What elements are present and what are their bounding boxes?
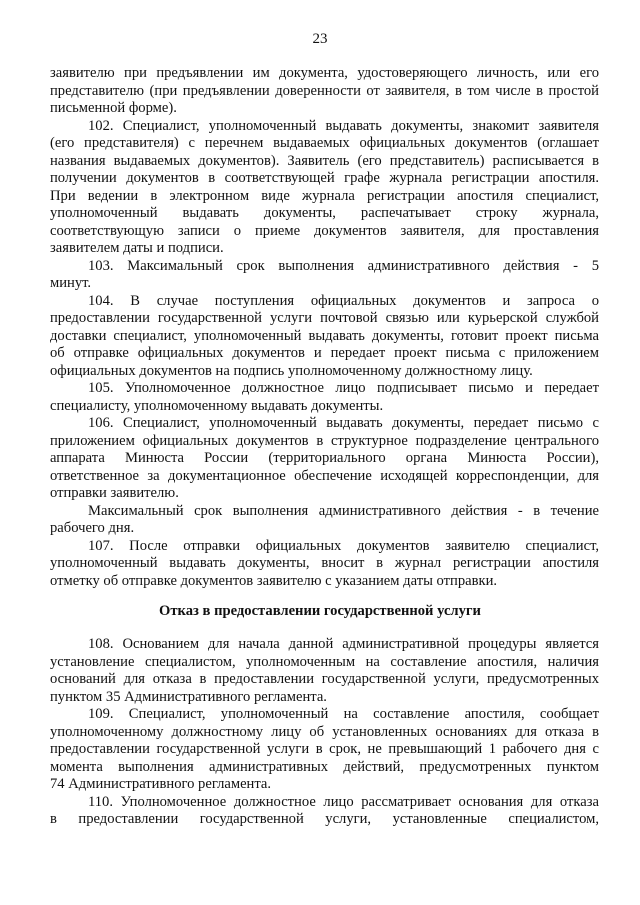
text-line: 107. После отправки официальных документов заявителю специалист, [88,537,599,554]
paragraph [50,706,599,794]
text-line: минут. [50,275,92,291]
text-line: специалисту, уполномоченному выдавать документы. [50,397,384,414]
paragraph [50,538,599,591]
paragraph [50,415,599,503]
text-line: предоставлении государственной услуги почтовой связью или курьерской службой [50,310,599,326]
section-heading: Отказ в предоставлении государственной услуги [159,603,481,619]
text-line: названия выдаваемых документов). Заявитель (его представитель) расписывается в [50,152,599,169]
text-line: 102. Специалист, уполномоченный выдавать документы, знакомит заявителя [88,117,599,134]
text-line: 105. Уполномоченное должностное лицо подписывает письмо и передает [88,380,599,396]
text-line: представителю (при предъявлении доверенности от заявителя, в том числе в простой [50,82,599,99]
paragraph [50,118,599,258]
paragraph [50,65,599,118]
text-line: официальных документов на подпись уполномоченному должностному лицу. [50,362,533,379]
text-line: письменной форме). [50,100,177,116]
text-line: рабочего дня. [50,520,135,536]
paragraph [50,636,599,706]
text-line: заявителем даты и подписи. [50,240,224,256]
text-line: отправки заявителю. [50,485,179,501]
text-line: 110. Уполномоченное должностное лицо рассматривает основания для отказа [88,793,599,810]
text-line: приложением официальных документов в структурное подразделение центрального [50,432,599,449]
text-line: об отправке официальных документов и передает проект письма с приложением [50,345,599,361]
text-line: 74 Административного регламента. [50,776,272,792]
body-text-section-2 [50,636,599,829]
text-line: момента выполнения административных действий, предусмотренных пунктом [50,758,599,775]
text-line: заявителю при предъявлении им документа, удостоверяющего личность, или его [50,65,599,81]
paragraph [50,293,599,381]
text-line: аппарата Минюста России (территориального органа Минюста России), [50,450,599,466]
paragraph [50,794,599,829]
text-line: 108. Основанием для начала данной административной процедуры является [88,636,599,652]
text-line: пунктом 35 Административного регламента. [50,688,327,705]
text-line: ответственное за документационное обеспечение исходящей корреспонденции, для [50,467,599,484]
text-line: уполномоченный выдавать документы, распечатывает строку журнала, [50,205,599,221]
paragraph [50,503,599,538]
text-line: получении документов в соответствующей графе журнала регистрации апостиля. [50,170,599,186]
text-line: (его представителя) с перечнем выдаваемых официальных документов (оглашает [50,135,599,151]
text-line: уполномоченный выдавать документы, вносит в журнал регистрации апостиля [50,555,599,571]
text-line: в предоставлении государственной услуги, установленные специалистом, [50,811,599,827]
text-line: предоставлении государственной услуги в срок, не превышающий 1 рабочего дня с [50,741,599,757]
text-line: При ведении в электронном виде журнала регистрации апостиля специалист, [50,187,599,204]
text-line: установление специалистом, уполномоченным на составление апостиля, наличия [50,653,599,670]
text-line: отметку об отправке документов заявителю с указанием даты отправки. [50,572,498,589]
text-line: Максимальный срок выполнения административного действия - в течение [88,502,599,519]
paragraph [50,380,599,415]
text-line: оснований для отказа в предоставлении государственной услуги, предусмотренных [50,671,599,687]
text-line: 106. Специалист, уполномоченный выдавать документы, передает письмо с [88,415,599,431]
text-line: доставки специалист, уполномоченный выдавать документы, готовит проект письма [50,327,599,344]
text-line: 109. Специалист, уполномоченный на составление апостиля, сообщает [88,706,599,722]
text-line: 103. Максимальный срок выполнения административного действия - 5 [88,257,599,274]
text-line: 104. В случае поступления официальных документов и запроса о [88,292,599,309]
text-line: соответствующую записи о приеме документов заявителя, для проставления [50,222,599,239]
page-number: 23 [312,31,328,47]
text-line: уполномоченному должностному лицу об установленных основаниях для отказа в [50,723,599,740]
paragraph [50,258,599,293]
body-text-section-1 [50,65,599,590]
